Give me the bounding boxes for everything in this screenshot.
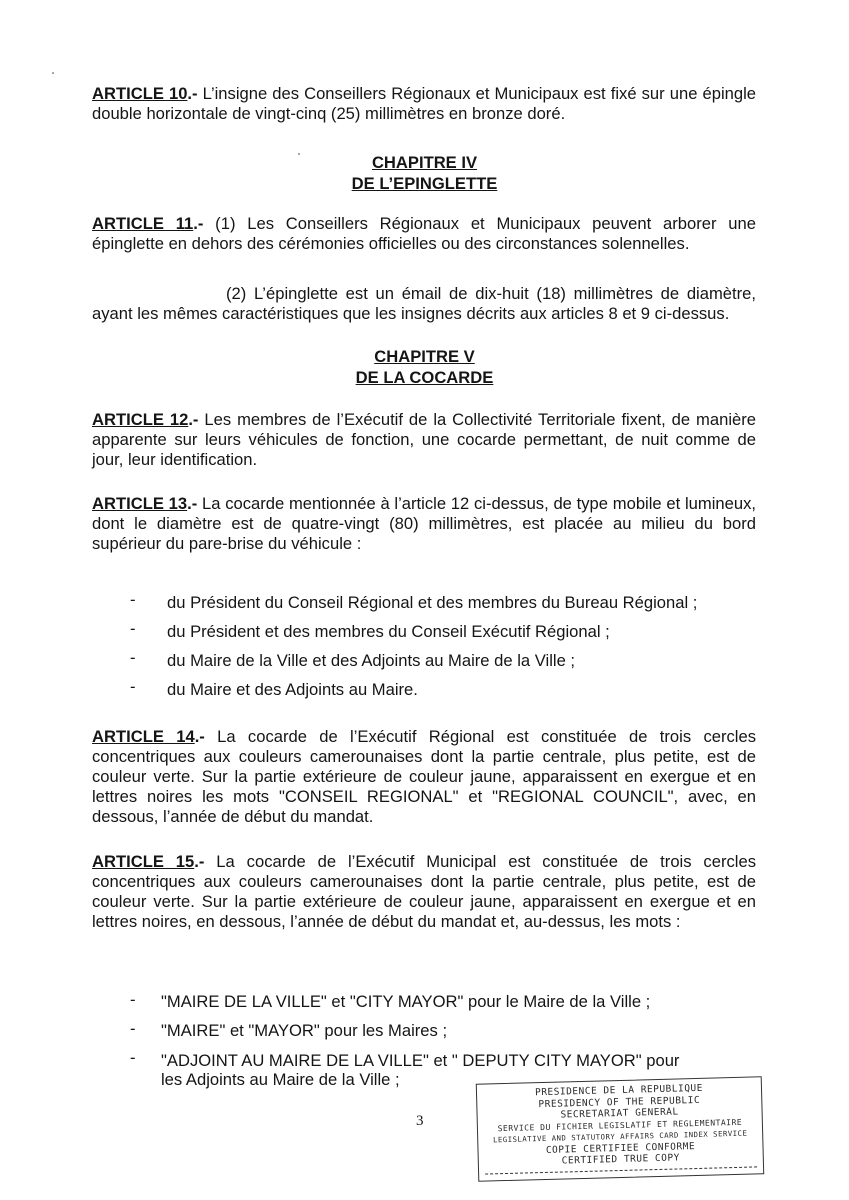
list-marker: - [130, 648, 136, 667]
article-10-text: L’insigne des Conseillers Régionaux et Municipaux est fixé sur une épingle double horizontale de vingt-cinq (25) millimètres en bronze doré. [92, 84, 756, 123]
chapter-4-title: CHAPITRE IV [371, 153, 478, 172]
scan-speck [52, 72, 54, 74]
chapter-4-subtitle: DE L’EPINGLETTE [351, 174, 498, 193]
stamp-line: SERVICE DU FICHIER LEGISLATIF ET REGLEMENTAIRE [497, 1117, 743, 1133]
list-marker: - [130, 1019, 136, 1038]
list-item: du Président du Conseil Régional et des membres du Bureau Régional ; [167, 593, 698, 612]
article-11: ARTICLE 11.- (1) Les Conseillers Régionaux et Municipaux peuvent arborer une épinglette en dehors des cérémonies officielles ou des circonstances solennelles. [92, 214, 756, 253]
article-13-label: ARTICLE 13 [92, 494, 188, 513]
list-marker: - [130, 590, 136, 609]
list-marker: - [130, 677, 136, 696]
stamp-line: PRESIDENCE DE LA REPUBLIQUE [534, 1082, 704, 1099]
article-10: ARTICLE 10.- L’insigne des Conseillers Régionaux et Municipaux est fixé sur une épingle double horizontale de vingt-cinq (25) millimètres en bronze doré. [92, 84, 756, 123]
article-11-label: ARTICLE 11 [92, 214, 194, 233]
stamp-line: SECRETARIAT GENERAL [560, 1106, 679, 1121]
stamp-line: CERTIFIED TRUE COPY [561, 1152, 681, 1167]
stamp-line: PRESIDENCY OF THE REPUBLIC [538, 1094, 701, 1110]
article-12-text: Les membres de l’Exécutif de la Collectivité Territoriale fixent, de manière apparente sur leurs véhicules de fonction, une cocarde permettant, de nuit comme de jour, leur identification. [92, 410, 757, 469]
list-item: du Maire et des Adjoints au Maire. [167, 680, 418, 699]
list-marker: - [130, 990, 136, 1009]
article-15-text: La cocarde de l’Exécutif Municipal est constituée de trois cercles concentriques aux couleurs camerounaises dont la partie centrale, plus petite, est de couleur verte. Sur la partie extérieure de couleur jaune, apparaissent en exergue et en lettres noires, en dessous, l’année de début du mandat et, au-dessus, les mots : [92, 852, 756, 931]
list-item: du Maire de la Ville et des Adjoints au Maire de la Ville ; [167, 651, 576, 670]
chapter-5-subtitle: DE LA COCARDE [355, 368, 494, 387]
article-14-text: La cocarde de l’Exécutif Régional est constituée de trois cercles concentriques aux couleurs camerounaises dont la partie centrale, plus petite, est de couleur verte. Sur la partie extérieure de couleur jaune, apparaissent en exergue et en lettres noires les mots "CONSEIL REGIONAL" et "REGIONAL COUNCIL", avec, en dessous, l’année de début du mandat. [92, 727, 756, 826]
article-13-text: La cocarde mentionnée à l’article 12 ci-dessus, de type mobile et lumineux, dont le diamètre est de quatre-vingt (80) millimètres, est placée au milieu du bord supérieur du pare-brise du véhicule : [92, 494, 756, 553]
article-14-label: ARTICLE 14 [92, 727, 195, 746]
page-number: 3 [416, 1113, 424, 1129]
article-11-text: (1) Les Conseillers Régionaux et Municipaux peuvent arborer une épinglette en dehors des cérémonies officielles ou des circonstances solennelles. [92, 214, 756, 253]
stamp-line: LEGISLATIVE AND STATUTORY AFFAIRS CARD INDEX SERVICE [492, 1128, 748, 1145]
article-13: ARTICLE 13.- La cocarde mentionnée à l’article 12 ci-dessus, de type mobile et lumineux, dont le diamètre est de quatre-vingt (80) millimètres, est placée au milieu du bord supérieur du pare-brise du véhicule : [92, 494, 756, 553]
stamp-line: COPIE CERTIFIEE CONFORME [545, 1140, 696, 1156]
list-item-continuation: les Adjoints au Maire de la Ville ; [161, 1070, 400, 1089]
list-item: du Président et des membres du Conseil Exécutif Régional ; [167, 622, 610, 641]
chapter-5-title: CHAPITRE V [374, 347, 475, 366]
article-12: ARTICLE 12.- Les membres de l’Exécutif de la Collectivité Territoriale fixent, de manière apparente sur leurs véhicules de fonction, une cocarde permettant, de nuit comme de jour, leur identification. [92, 410, 757, 469]
certification-stamp [476, 1076, 764, 1181]
article-11-para-2: (2) L’épinglette est un émail de dix-huit (18) millimètres de diamètre, ayant les mêmes caractéristiques que les insignes décrits aux articles 8 et 9 ci-dessus. [92, 284, 756, 323]
article-10-label: ARTICLE 10 [92, 84, 188, 103]
article-12-label: ARTICLE 12 [92, 410, 189, 429]
list-item: "MAIRE" et "MAYOR" pour les Maires ; [161, 1021, 448, 1040]
article-14: ARTICLE 14.- La cocarde de l’Exécutif Régional est constituée de trois cercles concentriques aux couleurs camerounaises dont la partie centrale, plus petite, est de couleur verte. Sur la partie extérieure de couleur jaune, apparaissent en exergue et en lettres noires les mots "CONSEIL REGIONAL" et "REGIONAL COUNCIL", avec, en dessous, l’année de début du mandat. [92, 727, 756, 826]
list-marker: - [130, 619, 136, 638]
article-15-label: ARTICLE 15 [92, 852, 195, 871]
list-marker: - [130, 1048, 136, 1067]
list-item: "MAIRE DE LA VILLE" et "CITY MAYOR" pour le Maire de la Ville ; [161, 992, 651, 1011]
article-15: ARTICLE 15.- La cocarde de l’Exécutif Municipal est constituée de trois cercles concentriques aux couleurs camerounaises dont la partie centrale, plus petite, est de couleur verte. Sur la partie extérieure de couleur jaune, apparaissent en exergue et en lettres noires, en dessous, l’année de début du mandat et, au-dessus, les mots : [92, 852, 756, 931]
list-item: "ADJOINT AU MAIRE DE LA VILLE" et " DEPUTY CITY MAYOR" pour [161, 1051, 680, 1070]
